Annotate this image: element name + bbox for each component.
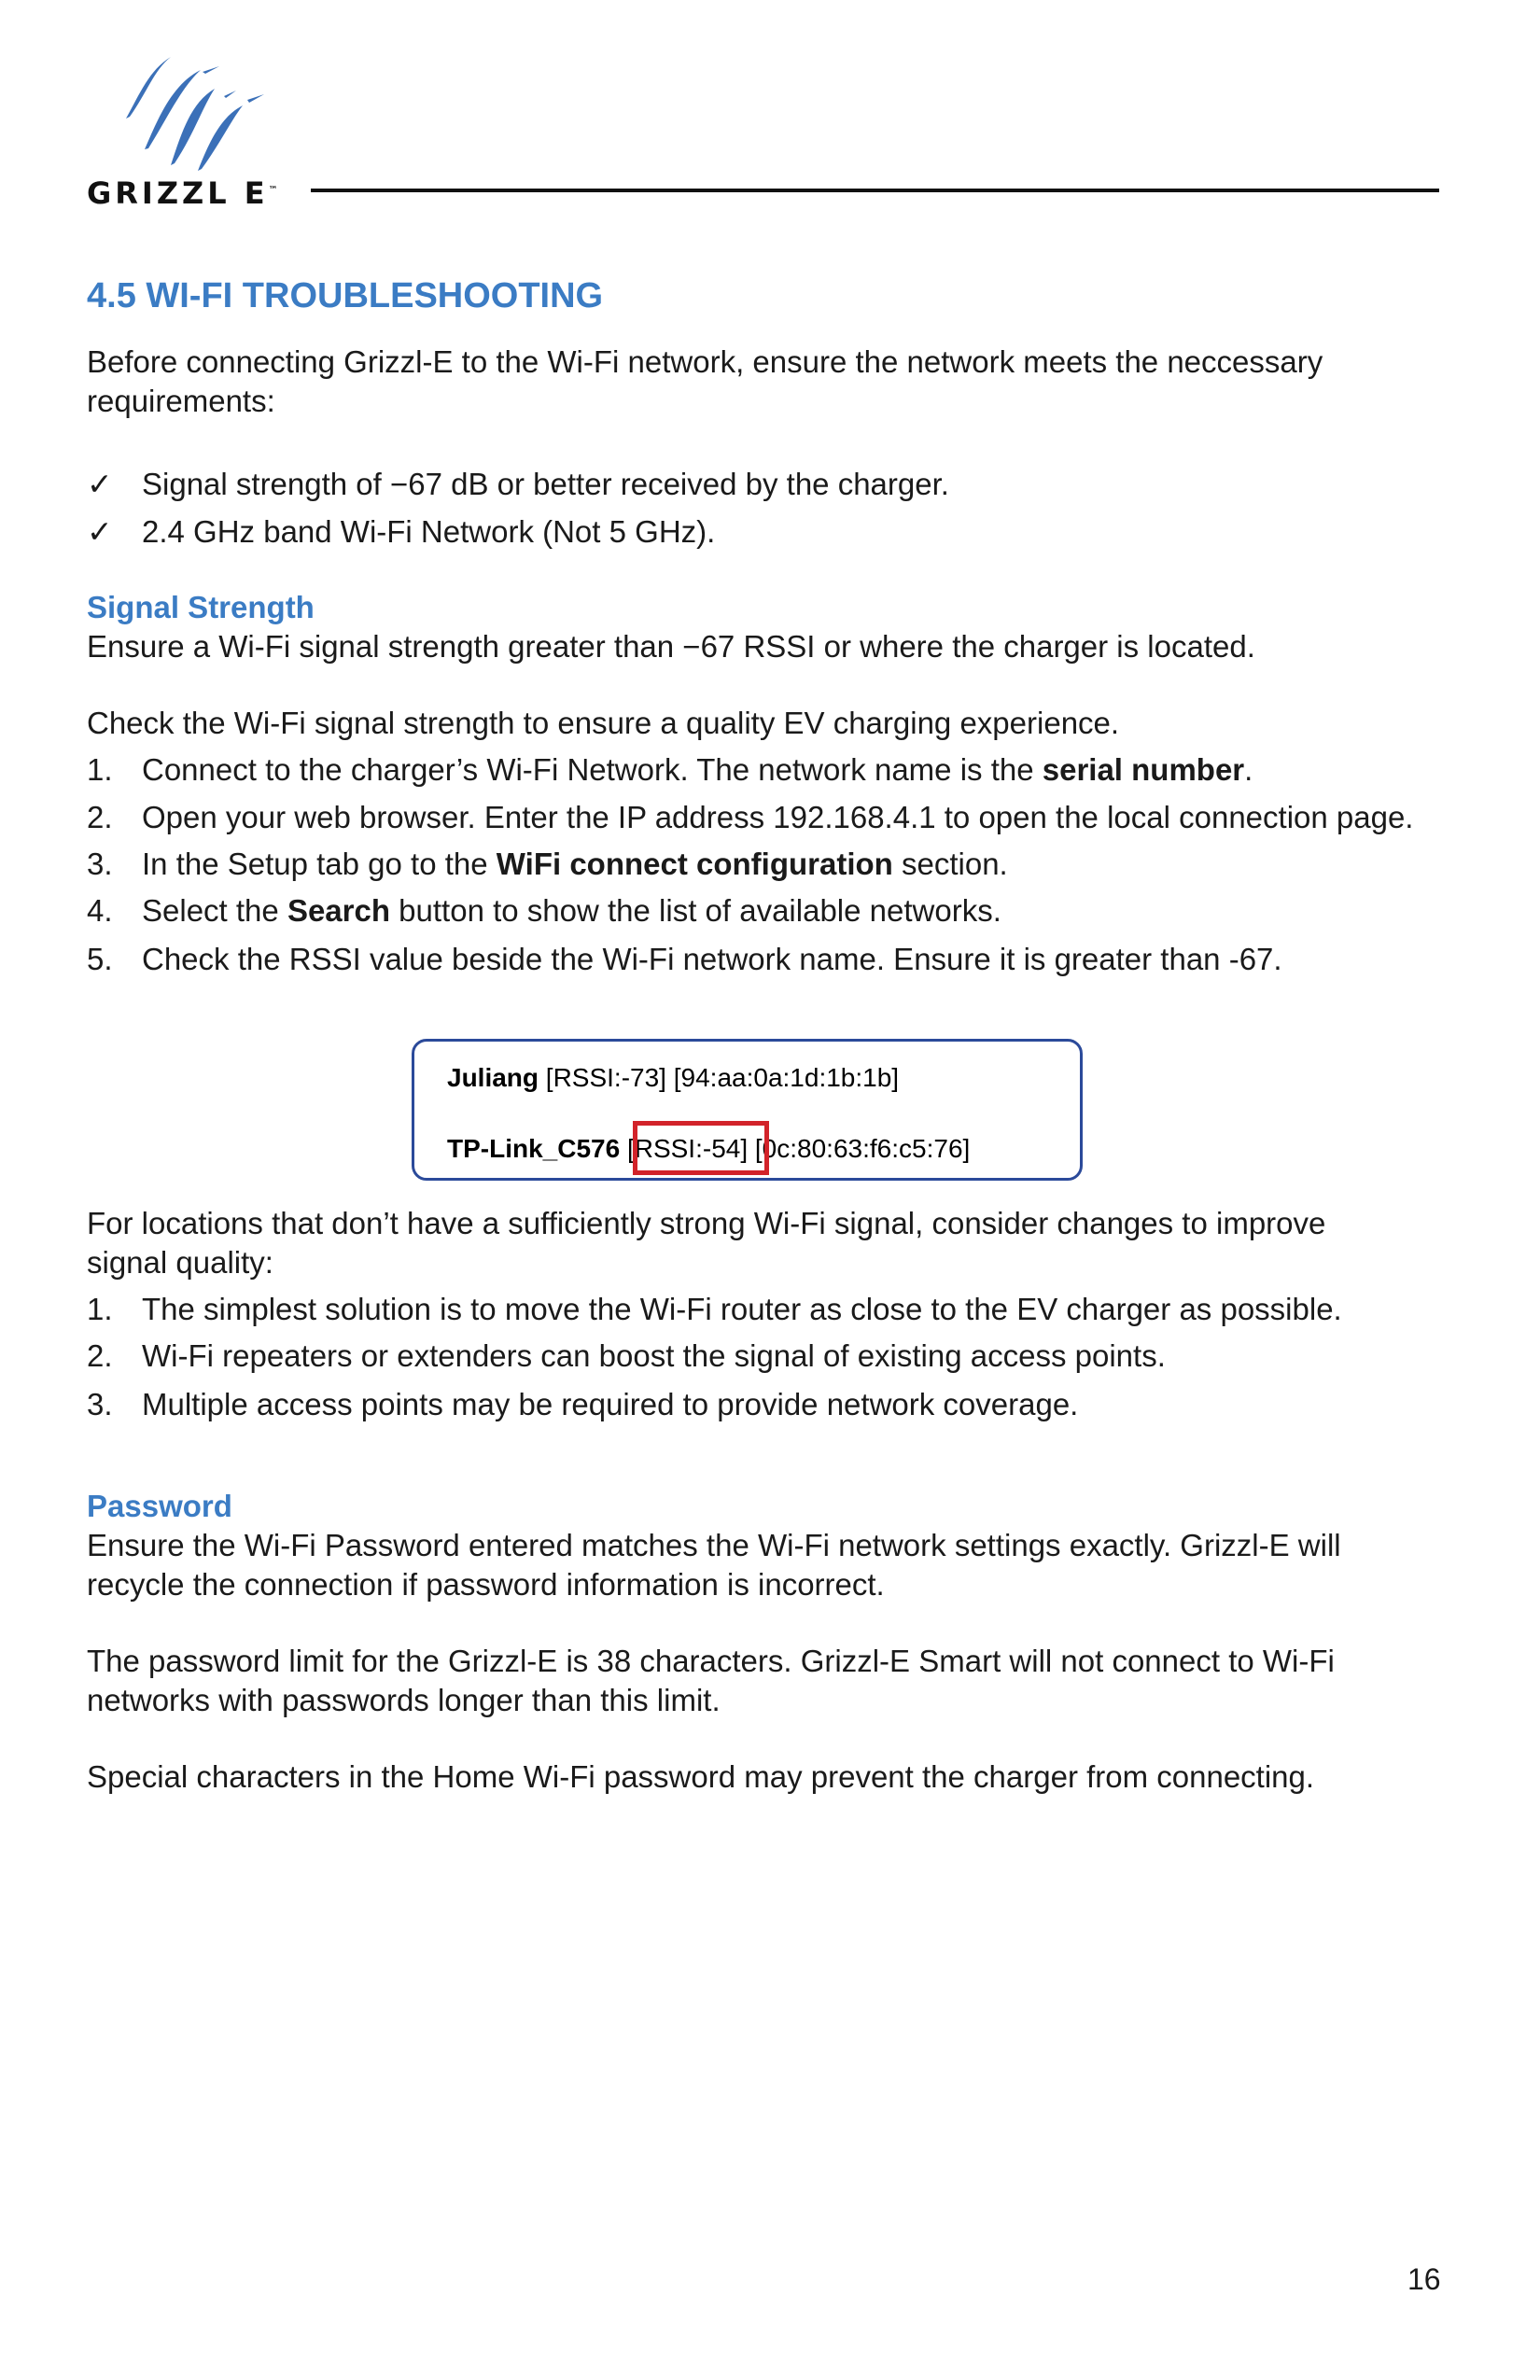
rssi-highlight <box>633 1121 769 1175</box>
improve-intro-1: For locations that don’t have a sufficiently strong Wi-Fi signal, consider changes to improve <box>87 1206 1326 1240</box>
signal-heading: Signal Strength <box>87 590 315 624</box>
step-item: 5. Check the RSSI value beside the Wi-Fi network name. Ensure it is greater than -67. <box>87 942 1282 976</box>
check-item: ✓ 2.4 GHz band Wi-Fi Network (Not 5 GHz). <box>87 512 715 552</box>
header-rule <box>311 189 1439 192</box>
password-heading: Password <box>87 1489 232 1523</box>
improve-intro-2: signal quality: <box>87 1245 273 1280</box>
intro-line-2: requirements: <box>87 384 275 418</box>
network-list-figure <box>412 1039 1083 1181</box>
section-title: 4.5 WI-FI TROUBLESHOOTING <box>87 276 604 315</box>
network-row: Juliang [RSSI:-73] [94:aa:0a:1d:1b:1b] <box>447 1063 900 1092</box>
password-p2: networks with passwords longer than this limit. <box>87 1683 721 1717</box>
step-item: 2. Open your web browser. Enter the IP address 192.168.4.1 to open the local connection page. <box>87 800 1414 834</box>
improve-item: 1. The simplest solution is to move the Wi-Fi router as close to the EV charger as possible. <box>87 1292 1342 1326</box>
password-p3: Special characters in the Home Wi-Fi password may prevent the charger from connecting. <box>87 1759 1315 1794</box>
check-icon: ✓ <box>87 514 113 549</box>
check-intro: Check the Wi-Fi signal strength to ensure a quality EV charging experience. <box>87 706 1120 740</box>
claw-logo-icon <box>117 51 294 173</box>
signal-text: Ensure a Wi-Fi signal strength greater than −67 RSSI or where the charger is located. <box>87 629 1255 664</box>
network-row: TP-Link_C576 [RSSI:-54] [0c:80:63:f6:c5:76] <box>447 1134 971 1163</box>
password-p2: The password limit for the Grizzl-E is 38 characters. Grizzl-E Smart will not connect to Wi-Fi <box>87 1644 1335 1678</box>
step-item: 3. In the Setup tab go to the WiFi connect configuration section. <box>87 847 1008 881</box>
check-item: ✓ Signal strength of −67 dB or better received by the charger. <box>87 465 949 504</box>
password-p1: Ensure the Wi-Fi Password entered matches the Wi-Fi network settings exactly. Grizzl-E will <box>87 1528 1341 1562</box>
page-number: 16 <box>1407 2262 1441 2296</box>
intro-line-1: Before connecting Grizzl-E to the Wi-Fi network, ensure the network meets the neccessary <box>87 344 1323 379</box>
password-p1: recycle the connection if password information is incorrect. <box>87 1567 885 1602</box>
logo-wordmark: GRIZZL E™ <box>87 175 282 211</box>
step-item: 1. Connect to the charger’s Wi-Fi Network. The network name is the serial number. <box>87 752 1253 787</box>
improve-item: 3. Multiple access points may be required to provide network coverage. <box>87 1387 1079 1421</box>
step-item: 4. Select the Search button to show the list of available networks. <box>87 893 1001 928</box>
improve-item: 2. Wi-Fi repeaters or extenders can boost the signal of existing access points. <box>87 1338 1166 1373</box>
check-icon: ✓ <box>87 467 113 501</box>
